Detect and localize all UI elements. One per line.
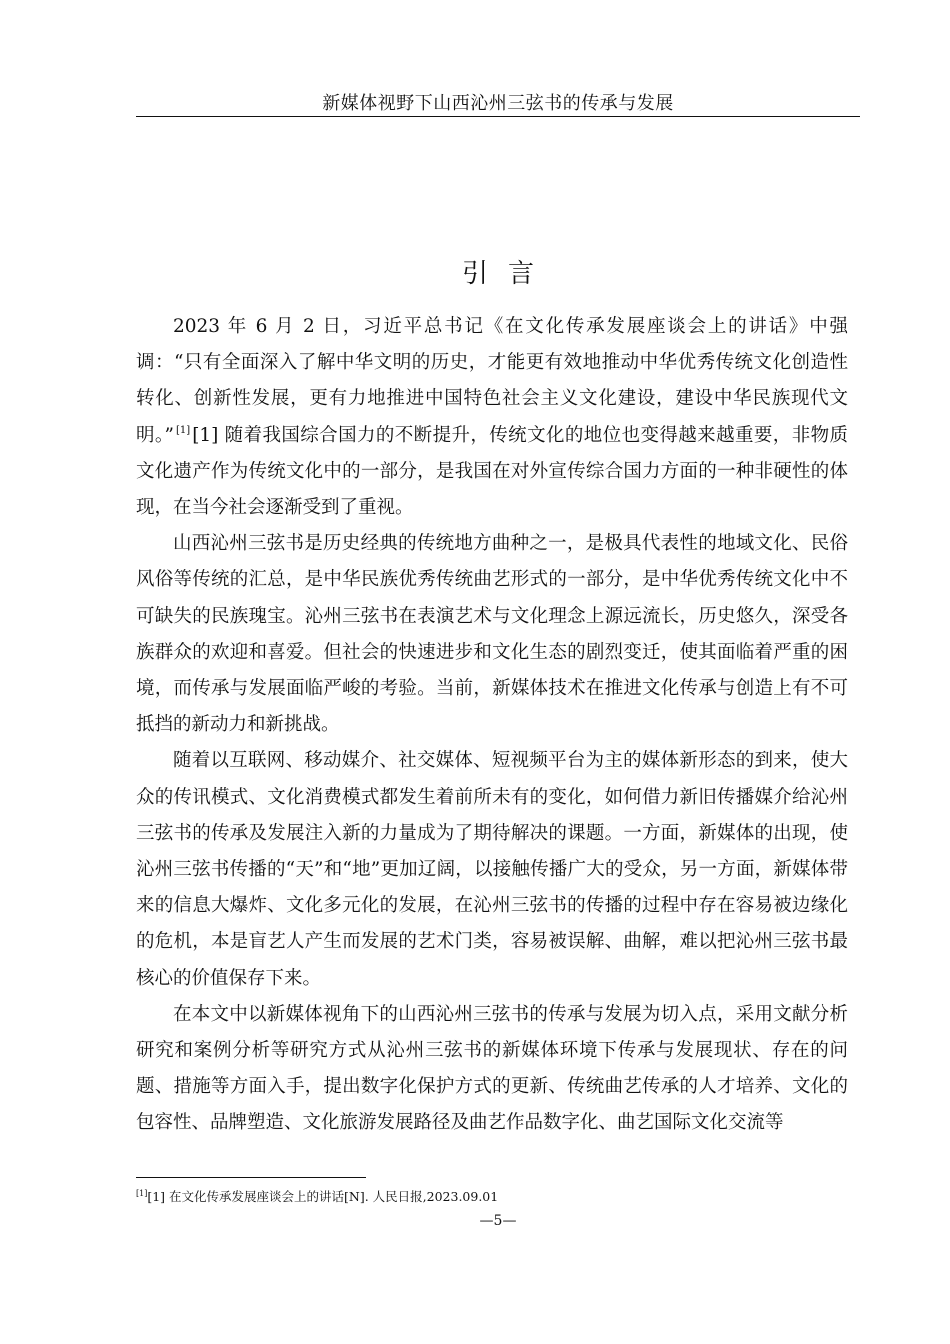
- section-title: 引言: [461, 259, 554, 289]
- running-header: 新媒体视野下山西沁州三弦书的传承与发展: [322, 93, 674, 114]
- page-number: —5—: [479, 1213, 517, 1229]
- header-rule: [136, 116, 860, 117]
- footnote-reference[interactable]: [1]: [176, 425, 191, 437]
- paragraph-1: [136, 309, 848, 526]
- paragraph-1-continued: [1] 随着我国综合国力的不断提升，传统文化的地位也变得越来越重要，非物质文化遗产作为传统文化中的一部分，是我国在对外宣传综合国力方面的一种非硬性的体现，在当今社会逐渐受到了重视。: [136, 424, 848, 519]
- body-text: [136, 309, 848, 1142]
- footnote-text: [1] 在文化传承发展座谈会上的讲话[N]. 人民日报,2023.09.01: [147, 1189, 499, 1204]
- paragraph-1-text: 2023 年 6 月 2 日，习近平总书记《在文化传承发展座谈会上的讲话》中强调：“只有全面深入了解中华文明的历史，才能更有效地推动中华优秀传统文化创造性转化、创新性发展，更有力地推进中国特色社会主义文化建设，建设中华民族现代文明。”: [136, 316, 848, 446]
- paragraph-3: 随着以互联网、移动媒介、社交媒体、短视频平台为主的媒体新形态的到来，使大众的传讯模式、文化消费模式都发生着前所未有的变化，如何借力新旧传播媒介给沁州三弦书的传承及发展注入新的力量成为了期待解决的课题。一方面，新媒体的出现，使沁州三弦书传播的“天”和“地”更加辽阔，以接触传播广大的受众，另一方面，新媒体带来的信息大爆炸、文化多元化的发展，在沁州三弦书的传播的过程中存在容易被边缘化的危机，本是盲艺人产生而发展的艺术门类，容易被误解、曲解，难以把沁州三弦书最核心的价值保存下来。: [136, 750, 848, 989]
- paragraph-2: 山西沁州三弦书是历史经典的传统地方曲种之一，是极具代表性的地域文化、民俗风俗等传统的汇总，是中华民族优秀传统曲艺形式的一部分，是中华优秀传统文化中不可缺失的民族瑰宝。沁州三弦书在表演艺术与文化理念上源远流长，历史悠久，深受各族群众的欢迎和喜爱。但社会的快速进步和文化生态的剧烈变迁，使其面临着严重的困境，而传承与发展面临严峻的考验。当前，新媒体技术在推进文化传承与创造上有不可抵挡的新动力和新挑战。: [136, 533, 848, 736]
- footnote: [136, 1188, 848, 1206]
- footnote-rule: [136, 1177, 366, 1178]
- paragraph-4: 在本文中以新媒体视角下的山西沁州三弦书的传承与发展为切入点，采用文献分析研究和案例分析等研究方式从沁州三弦书的新媒体环境下传承与发展现状、存在的问题、措施等方面入手，提出数字化保护方式的更新、传统曲艺传承的人才培养、文化的包容性、品牌塑造、文化旅游发展路径及曲艺作品数字化、曲艺国际文化交流等: [136, 1003, 848, 1134]
- footnote-mark: [1]: [136, 1188, 148, 1198]
